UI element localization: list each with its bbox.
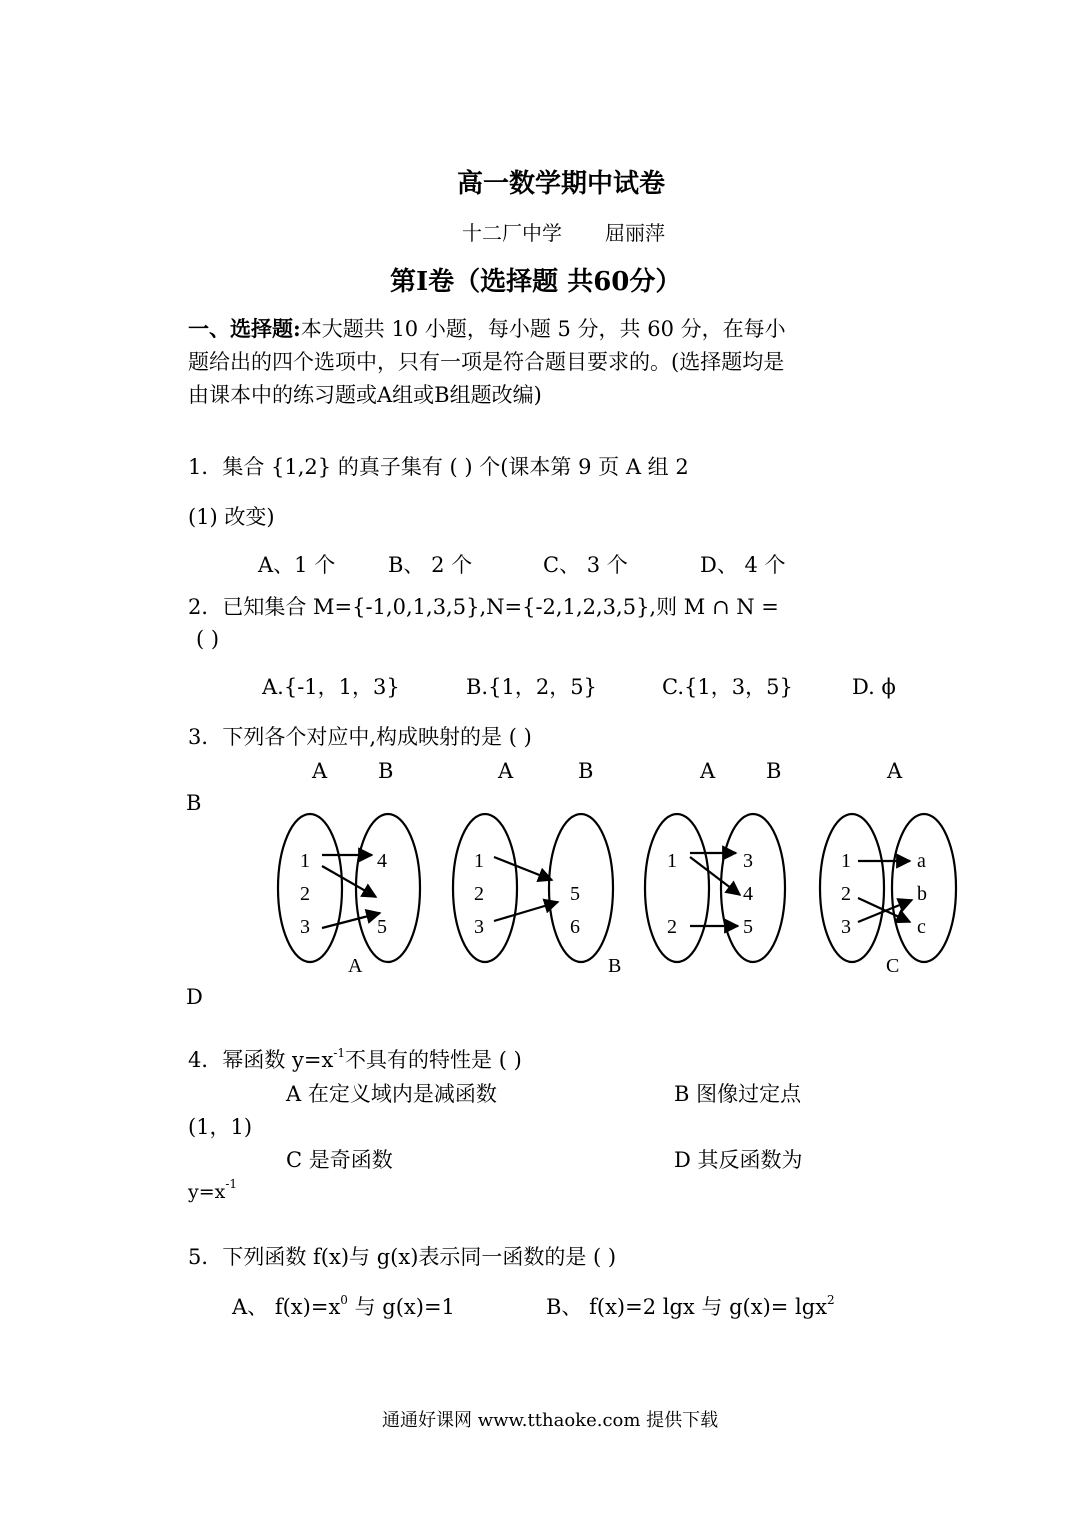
mapping-arrow [322,866,376,897]
element-label: 3 [743,850,753,872]
element-label: 1 [300,850,310,872]
question-4-text-post: 不具有的特性是 ( ) [345,1048,522,1072]
exponent: -1 [333,1046,346,1060]
set-label: A [887,759,903,783]
page-footer: 通通好课网 www.tthaoke.com 提供下载 [382,1410,719,1431]
element-label: 5 [570,883,580,905]
set-ellipse [549,814,613,962]
inverse-function-text: y=x [188,1181,226,1203]
element-label: 5 [743,916,753,938]
question-4-text-pre: 4．幂函数 y=x [188,1048,334,1072]
question-2-text-cont: ( ) [196,627,220,651]
element-label: 2 [841,883,851,905]
mapping-arrow [494,902,558,921]
element-label: 1 [667,850,677,872]
question-4-option-d: D 其反函数为 [674,1148,803,1172]
option-a-post: 与 g(x)=1 [347,1295,455,1319]
school-name: 十二厂中学 [462,221,562,245]
element-label: 2 [667,916,677,938]
set-ellipse [356,814,420,962]
question-1-text-cont: (1) 改变) [188,505,275,529]
exponent: -1 [225,1177,238,1191]
section-intro-line3: 由课本中的练习题或A组或B组题改编) [188,383,542,407]
set-label: B [578,759,594,783]
section-intro-text: 本大题共 10 小题，每小题 5 分，共 60 分，在每小 [300,317,786,341]
part-title: 第Ⅰ卷（选择题 共60分） [390,267,682,297]
mapping-arrow [322,913,380,928]
question-1-option-b: B、 2 个 [388,553,473,577]
question-2-text: 2．已知集合 M={-1,0,1,3,5},N={-2,1,2,3,5},则 M ∩ N = [188,595,779,619]
element-label: b [917,883,927,905]
question-4-option-d-cont [188,1177,238,1203]
element-label: 2 [300,883,310,905]
question-1-option-d: D、 4 个 [700,553,786,577]
question-5-option-b [546,1293,835,1319]
question-4-option-c: C 是奇函数 [286,1148,393,1172]
set-label: A [700,759,716,783]
diagram-caption: C [886,955,900,977]
diagram-caption: A [348,955,363,977]
mapping-arrow [690,857,740,895]
element-label: 5 [377,916,387,938]
element-label: a [917,850,926,872]
question-2-option-c: C.{1，3，5} [662,675,793,699]
element-label: 1 [474,850,484,872]
question-1-option-a: A、1 个 [258,553,336,577]
element-label: 4 [377,850,387,872]
section-label: 一、选择题: [188,316,301,341]
mapping-arrow [494,857,552,880]
question-4-option-b-cont: (1，1) [188,1115,253,1139]
question-2-option-a: A.{-1，1，3} [262,675,400,699]
element-label: c [917,916,926,938]
question-4-option-a: A 在定义域内是减函数 [286,1082,497,1106]
element-label: 3 [474,916,484,938]
set-label: A [498,759,514,783]
question-4-text [188,1046,522,1072]
question-4-option-b: B 图像过定点 [674,1082,802,1106]
set-ellipse [820,814,884,962]
exponent: 2 [827,1293,835,1307]
element-label: 2 [474,883,484,905]
set-ellipse [453,814,517,962]
set-ellipse [645,814,709,962]
exponent: 0 [340,1293,348,1307]
element-label: 1 [841,850,851,872]
option-a-pre: A、 f(x)=x [232,1295,341,1319]
diagram-caption: B [608,955,622,977]
page-title: 高一数学期中试卷 [457,169,666,199]
question-2-option-d: D. ϕ [852,675,896,699]
option-b-pre: B、 f(x)=2 lgx 与 g(x)= lgx [546,1295,828,1319]
element-label: 3 [300,916,310,938]
set-label: B [766,759,782,783]
question-1-option-c: C、 3 个 [543,553,628,577]
set-label: B [378,759,394,783]
element-label: 6 [570,916,580,938]
set-label: A [312,759,328,783]
set-label: D [186,985,203,1009]
question-5-text: 5．下列函数 f(x)与 g(x)表示同一函数的是 ( ) [188,1245,617,1269]
question-1-text: 1．集合 {1,2} 的真子集有 ( ) 个(课本第 9 页 A 组 2 [188,455,689,479]
author-name: 屈丽萍 [605,221,665,245]
question-3-text: 3．下列各个对应中,构成映射的是 ( ) [188,725,532,749]
question-2-option-b: B.{1，2，5} [466,675,597,699]
element-label: 4 [743,883,753,905]
set-ellipse [278,814,342,962]
question-5-option-a [232,1293,455,1319]
section-intro-line2: 题给出的四个选项中，只有一项是符合题目要求的。(选择题均是 [188,350,785,374]
element-label: 3 [841,916,851,938]
set-label: B [186,791,202,815]
